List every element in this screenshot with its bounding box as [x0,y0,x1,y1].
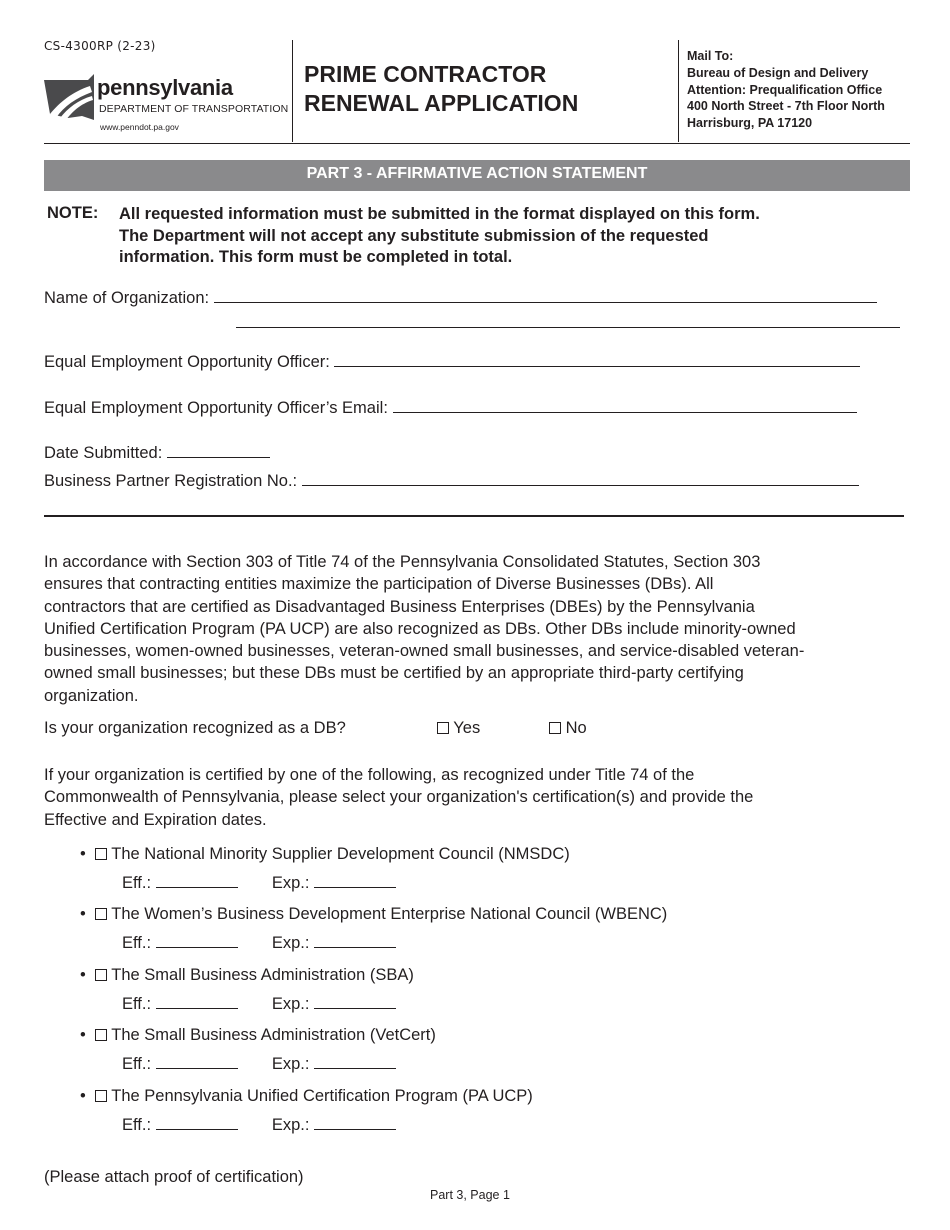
bullet: • [80,966,86,984]
title-line: PRIME CONTRACTOR [304,61,547,87]
form-code: CS-4300RP (2-23) [44,39,156,53]
cert-sba-exp-input[interactable] [314,994,396,1009]
cert-sba-eff-input[interactable] [156,994,238,1009]
cert-dates-paucp [122,1115,396,1135]
exp-label: Exp.: [271,874,310,892]
cert-wbenc-checkbox[interactable] [95,908,107,920]
cert-nmsdc-checkbox[interactable] [95,848,107,860]
cert-vetcert-exp-input[interactable] [314,1054,396,1069]
bullet: • [80,1087,86,1105]
mail-line: Attention: Prequalification Office [687,82,883,97]
db-no-checkbox[interactable] [549,722,561,734]
cert-label: The Pennsylvania Unified Certification Program (PA UCP) [111,1087,533,1105]
bullet: • [80,1026,86,1044]
header-divider [678,40,679,142]
eeo-officer-row [44,352,860,372]
para-line: Commonwealth of Pennsylvania, please select your organization's certification(s) and provide the [44,788,754,807]
header-rule [44,143,910,144]
eff-label: Eff.: [122,995,152,1013]
cert-label: The National Minority Supplier Development Council (NMSDC) [111,845,570,863]
mail-line: 400 North Street - 7th Floor North [687,99,885,114]
mail-label: Mail To: [687,49,734,63]
date-submitted-row [44,443,270,463]
eeo-email-row [44,398,857,418]
cert-nmsdc-eff-input[interactable] [156,873,238,888]
para-line: contractors that are certified as Disadvantaged Business Enterprises (DBEs) by the Pennsylvania [44,597,755,616]
cert-item-sba [80,966,414,985]
cert-item-nmsdc [80,845,570,864]
eff-label: Eff.: [122,874,152,892]
para-line: organization. [44,686,139,705]
db-no-option[interactable] [549,719,587,738]
note-line: The Department will not accept any substitute submission of the requested [119,226,709,245]
date-submitted-input[interactable] [167,443,270,458]
form-title [304,60,578,118]
mail-to-address [687,48,885,132]
logo-wordmark: pennsylvania [97,75,233,100]
exp-label: Exp.: [271,1116,310,1134]
note-label: NOTE: [47,204,99,222]
eff-label: Eff.: [122,1116,152,1134]
title-line: RENEWAL APPLICATION [304,90,579,116]
org-name-input-line2[interactable] [236,327,900,328]
db-no-label: No [565,719,587,737]
db-yes-label: Yes [453,719,481,737]
date-submitted-label: Date Submitted: [44,444,163,462]
cert-label: The Women’s Business Development Enterprise National Council (WBENC) [111,905,668,923]
db-yes-checkbox[interactable] [437,722,449,734]
cert-sba-checkbox[interactable] [95,969,107,981]
note-line: information. This form must be completed in total. [119,248,513,266]
eeo-email-label: Equal Employment Opportunity Officer’s Email: [44,399,388,417]
cert-item-wbenc [80,905,667,924]
cert-wbenc-eff-input[interactable] [156,933,238,948]
page-footer: Part 3, Page 1 [430,1188,510,1202]
para-line: Effective and Expiration dates. [44,810,267,829]
cert-vetcert-checkbox[interactable] [95,1029,107,1041]
bp-reg-input[interactable] [302,471,859,486]
cert-nmsdc-exp-input[interactable] [314,873,396,888]
logo-department: DEPARTMENT OF TRANSPORTATION [99,103,289,115]
org-name-input[interactable] [214,288,877,303]
cert-paucp-exp-input[interactable] [314,1115,396,1130]
eff-label: Eff.: [122,934,152,952]
header-divider [292,40,293,142]
para-line: owned small businesses; but these DBs must be certified by an appropriate third-party certifying [44,664,744,683]
cert-dates-vetcert [122,1054,396,1074]
mail-line: Harrisburg, PA 17120 [687,116,813,131]
cert-item-vetcert [80,1026,436,1045]
org-name-label: Name of Organization: [44,289,210,307]
eff-label: Eff.: [122,1055,152,1073]
db-yes-option[interactable] [437,719,480,738]
mail-line: Bureau of Design and Delivery [687,65,869,80]
db-question-label: Is your organization recognized as a DB? [44,719,346,737]
para-line: Unified Certification Program (PA UCP) are also recognized as DBs. Other DBs include minority-owned [44,619,796,638]
para-line: ensures that contracting entities maximize the participation of Diverse Businesses (DBs). All [44,575,714,594]
para-line: businesses, women-owned businesses, veteran-owned small businesses, and service-disabled veteran- [44,642,805,661]
logo-url: www.penndot.pa.gov [100,122,179,132]
attach-note: (Please attach proof of certification) [44,1168,304,1186]
exp-label: Exp.: [271,1055,310,1073]
section-divider [44,515,904,517]
certification-paragraph [44,764,914,831]
bp-reg-label: Business Partner Registration No.: [44,472,298,490]
para-line: In accordance with Section 303 of Title 74 of the Pennsylvania Consolidated Statutes, Section 303 [44,553,761,571]
bp-reg-row [44,471,859,491]
org-name-row [44,288,877,308]
db-intro-paragraph [44,551,914,707]
section-header: PART 3 - AFFIRMATIVE ACTION STATEMENT [44,160,910,191]
eeo-officer-label: Equal Employment Opportunity Officer: [44,353,330,371]
eeo-officer-input[interactable] [334,352,860,367]
cert-label: The Small Business Administration (VetCert) [111,1026,436,1044]
para-line: If your organization is certified by one of the following, as recognized under Title 74 of the [44,766,695,784]
cert-dates-wbenc [122,933,396,953]
note-text [119,204,899,269]
cert-paucp-checkbox[interactable] [95,1090,107,1102]
eeo-email-input[interactable] [393,398,857,413]
note-line: All requested information must be submitted in the format displayed on this form. [119,205,760,223]
cert-label: The Small Business Administration (SBA) [111,966,414,984]
exp-label: Exp.: [271,934,310,952]
exp-label: Exp.: [271,995,310,1013]
cert-wbenc-exp-input[interactable] [314,933,396,948]
cert-vetcert-eff-input[interactable] [156,1054,238,1069]
cert-dates-sba [122,994,396,1014]
cert-dates-nmsdc [122,873,396,893]
bullet: • [80,905,86,923]
cert-paucp-eff-input[interactable] [156,1115,238,1130]
cert-item-paucp [80,1087,533,1106]
bullet: • [80,845,86,863]
